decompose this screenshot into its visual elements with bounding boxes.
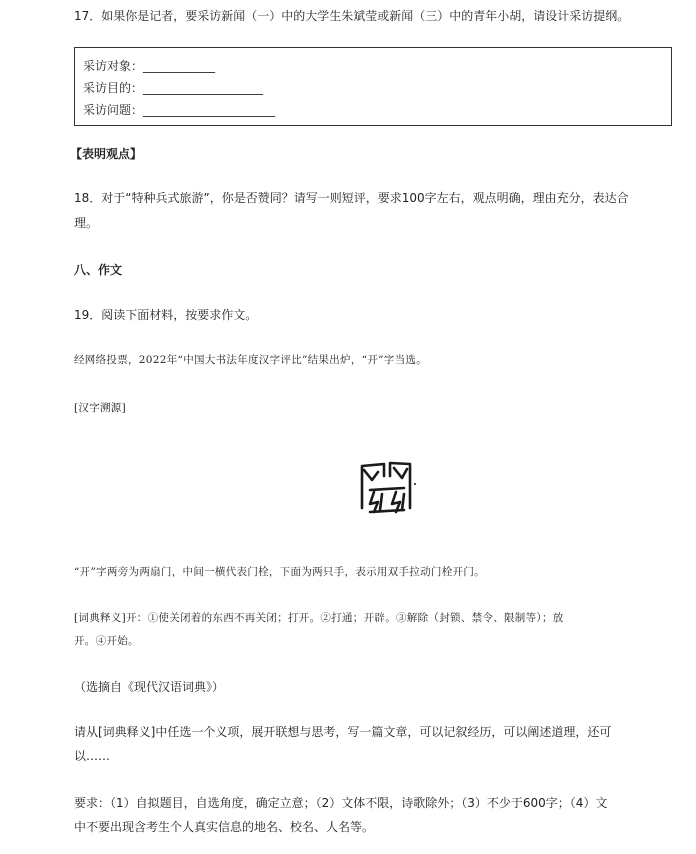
essay-instruction-line-2: 以…… [74, 749, 111, 763]
dictionary-definition-line-2: 开。④开始。 [74, 635, 139, 647]
origin-text: “开”字两旁为两扇门，中间一横代表门栓，下面为两只手，表示用双手拉动门栓开门。 [74, 566, 485, 578]
question-18-line-1: 18．对于“特种兵式旅游”，你是否赞同？请写一则短评，要求100字左右，观点明确，理由充分，表达合 [74, 191, 629, 205]
essay-requirements-line-1: 要求：（1）自拟题目，自选角度，确定立意；（2）文体不限，诗歌除外；（3）不少于600字；（4）文 [74, 796, 608, 810]
essay-instruction-line-1: 请从[词典释义]中任选一个义项，展开联想与思考，写一篇文章，可以记叙经历，可以阐述道理，还可 [74, 725, 612, 739]
question-18-line-2: 理。 [74, 216, 99, 230]
interview-questions-field[interactable]: 采访问题：______________________ [83, 103, 276, 117]
material-line: 经网络投票，2022年“中国大书法年度汉字评比”结果出炉，“开”字当选。 [74, 354, 427, 366]
ancient-kai-character-icon [358, 458, 418, 518]
origin-heading: [汉字溯源] [74, 402, 126, 414]
question-17: 17．如果你是记者，要采访新闻（一）中的大学生朱斌莹或新闻（三）中的青年小胡，请设计采访提纲。 [74, 9, 630, 23]
essay-requirements-line-2: 中不要出现含考生个人真实信息的地名、校名、人名等。 [74, 820, 375, 834]
interview-subject-field[interactable]: 采访对象：____________ [83, 59, 216, 73]
interview-purpose-field[interactable]: 采访目的：____________________ [83, 81, 264, 95]
question-19-prompt: 19．阅读下面材料，按要求作文。 [74, 308, 258, 322]
section-viewpoint-heading: 【表明观点】 [70, 147, 143, 161]
dictionary-definition-line-1: [词典释义]开：①使关闭着的东西不再关闭；打开。②打通；开辟。③解除（封锁、禁令、限制等）；放 [74, 612, 564, 624]
interview-outline-box [74, 47, 672, 126]
section-essay-heading: 八、作文 [74, 263, 123, 277]
source-citation: （选摘自《现代汉语词典》） [74, 680, 225, 694]
